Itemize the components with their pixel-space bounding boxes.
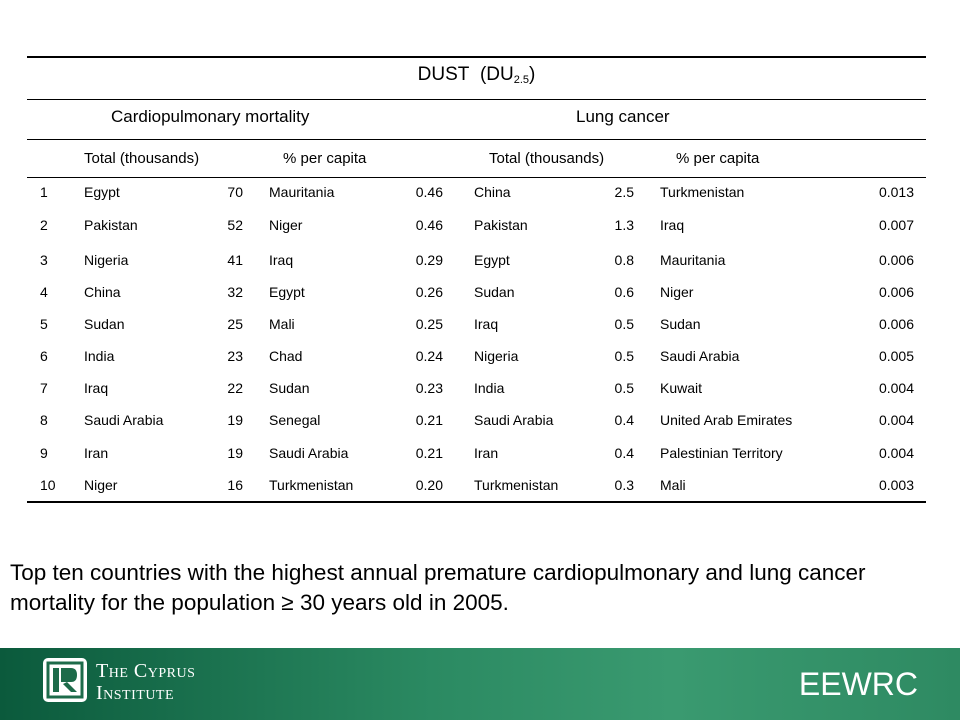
cp-per-capita-country-cell: Senegal — [269, 412, 321, 428]
lc-total-country-cell: Iran — [474, 445, 499, 461]
cp-total-value-cell: 16 — [227, 477, 243, 493]
cp-per-capita-country-cell: Sudan — [269, 380, 310, 396]
slide-caption: Top ten countries with the highest annual premature cardiopulmonary and lung cancer mortality for the population ≥ 30 years old in 2005. — [10, 560, 866, 615]
subheader-cp-total: Total (thousands) — [84, 150, 200, 167]
lc-total-value-cell: 0.3 — [614, 477, 634, 493]
cp-total-value-cell: 52 — [227, 217, 243, 233]
table-bottom-rule — [27, 501, 926, 503]
cp-per-capita-value-cell: 0.21 — [415, 445, 443, 461]
lc-total-country-cell: Egypt — [474, 252, 510, 268]
institute-name — [96, 660, 195, 704]
cp-per-capita-value-cell: 0.20 — [415, 477, 443, 493]
cyprus-institute-logo-icon — [43, 658, 87, 702]
lc-per-capita-value-cell: 0.006 — [878, 316, 914, 332]
rank-cell: 8 — [40, 412, 48, 428]
rank-cell: 5 — [40, 316, 48, 332]
institute-line-2: Institute — [96, 682, 175, 704]
cp-per-capita-country-cell: Niger — [269, 217, 303, 233]
table-top-rule — [27, 56, 926, 58]
cp-total-country-cell: Nigeria — [84, 252, 129, 268]
cp-total-value-cell: 32 — [227, 284, 243, 300]
subheader-lc-per-capita: % per capita — [676, 150, 760, 167]
cp-total-country-cell: Iraq — [84, 380, 109, 396]
group-cardiopulmonary: Cardiopulmonary mortality — [111, 107, 310, 126]
lc-per-capita-country-cell: Iraq — [660, 217, 685, 233]
lc-total-value-cell: 0.6 — [614, 284, 634, 300]
cp-per-capita-value-cell: 0.46 — [415, 217, 443, 233]
cp-per-capita-value-cell: 0.21 — [415, 412, 443, 428]
cp-total-country-cell: Saudi Arabia — [84, 412, 164, 428]
cp-total-country-cell: Pakistan — [84, 217, 138, 233]
cp-total-country-cell: Sudan — [84, 316, 125, 332]
cp-total-value-cell: 41 — [227, 252, 243, 268]
rank-cell: 4 — [40, 284, 48, 300]
rank-cell: 7 — [40, 380, 48, 396]
lc-per-capita-value-cell: 0.013 — [878, 184, 914, 200]
cp-per-capita-country-cell: Turkmenistan — [269, 477, 354, 493]
cp-total-country-cell: Egypt — [84, 184, 120, 200]
cp-per-capita-value-cell: 0.24 — [415, 348, 443, 364]
lc-per-capita-value-cell: 0.004 — [878, 445, 914, 461]
lc-total-country-cell: China — [474, 184, 511, 200]
lc-total-value-cell: 0.8 — [614, 252, 634, 268]
footer-band — [0, 648, 960, 720]
cp-total-value-cell: 19 — [227, 445, 243, 461]
cp-per-capita-value-cell: 0.26 — [415, 284, 443, 300]
lc-total-value-cell: 2.5 — [614, 184, 634, 200]
lc-per-capita-country-cell: Kuwait — [660, 380, 703, 396]
rank-cell: 1 — [40, 184, 48, 200]
cp-per-capita-country-cell: Saudi Arabia — [269, 445, 349, 461]
eewrc-brand: EEWRC — [798, 666, 918, 702]
lc-per-capita-value-cell: 0.007 — [878, 217, 914, 233]
lc-total-country-cell: Pakistan — [474, 217, 528, 233]
lc-per-capita-value-cell: 0.005 — [878, 348, 914, 364]
cp-total-country-cell: Iran — [84, 445, 109, 461]
lc-per-capita-country-cell: Niger — [660, 284, 694, 300]
rank-cell: 10 — [40, 477, 56, 493]
lc-total-value-cell: 0.5 — [614, 380, 634, 396]
cp-total-country-cell: India — [84, 348, 115, 364]
table-title-unit: (DU — [479, 64, 514, 85]
lc-per-capita-value-cell: 0.006 — [878, 252, 914, 268]
cp-per-capita-country-cell: Iraq — [269, 252, 294, 268]
lc-per-capita-country-cell: United Arab Emirates — [660, 412, 793, 428]
cp-per-capita-value-cell: 0.23 — [415, 380, 443, 396]
lc-total-value-cell: 1.3 — [614, 217, 634, 233]
lc-total-country-cell: Turkmenistan — [474, 477, 559, 493]
cp-per-capita-country-cell: Mauritania — [269, 184, 335, 200]
group-lung-cancer: Lung cancer — [576, 107, 670, 126]
lc-total-country-cell: India — [474, 380, 505, 396]
lc-total-country-cell: Iraq — [474, 316, 499, 332]
cp-total-value-cell: 23 — [227, 348, 243, 364]
cp-total-value-cell: 19 — [227, 412, 243, 428]
cp-total-value-cell: 25 — [227, 316, 243, 332]
lc-total-country-cell: Sudan — [474, 284, 515, 300]
cp-per-capita-value-cell: 0.46 — [415, 184, 443, 200]
cp-total-country-cell: Niger — [84, 477, 118, 493]
lc-per-capita-value-cell: 0.004 — [878, 380, 914, 396]
table-title — [27, 64, 926, 86]
table-title-unit-close: ) — [529, 64, 536, 85]
table-title-unit-sub: 2.5 — [513, 74, 530, 86]
title-rule — [27, 99, 926, 100]
institute-line-1: The Cyprus — [96, 660, 196, 682]
rank-cell: 6 — [40, 348, 48, 364]
lc-total-country-cell: Nigeria — [474, 348, 519, 364]
cp-per-capita-value-cell: 0.25 — [415, 316, 443, 332]
lc-per-capita-country-cell: Sudan — [660, 316, 701, 332]
lc-per-capita-country-cell: Mauritania — [660, 252, 726, 268]
cp-per-capita-country-cell: Chad — [269, 348, 303, 364]
cp-total-country-cell: China — [84, 284, 121, 300]
table-title-text: DUST — [417, 64, 470, 85]
lc-per-capita-value-cell: 0.004 — [878, 412, 914, 428]
lc-per-capita-value-cell: 0.006 — [878, 284, 914, 300]
cp-per-capita-country-cell: Egypt — [269, 284, 305, 300]
lc-per-capita-value-cell: 0.003 — [878, 477, 914, 493]
lc-total-country-cell: Saudi Arabia — [474, 412, 554, 428]
lc-total-value-cell: 0.5 — [614, 348, 634, 364]
cp-total-value-cell: 70 — [227, 184, 243, 200]
lc-per-capita-country-cell: Palestinian Territory — [660, 445, 783, 461]
group-rule — [27, 139, 926, 140]
subheader-lc-total: Total (thousands) — [489, 150, 605, 167]
cp-per-capita-country-cell: Mali — [269, 316, 295, 332]
rank-cell: 3 — [40, 252, 48, 268]
lc-total-value-cell: 0.4 — [614, 412, 634, 428]
cp-per-capita-value-cell: 0.29 — [415, 252, 443, 268]
lc-per-capita-country-cell: Saudi Arabia — [660, 348, 740, 364]
lc-per-capita-country-cell: Turkmenistan — [660, 184, 745, 200]
rank-cell: 9 — [40, 445, 48, 461]
rank-cell: 2 — [40, 217, 48, 233]
cp-total-value-cell: 22 — [227, 380, 243, 396]
lc-total-value-cell: 0.4 — [614, 445, 634, 461]
lc-per-capita-country-cell: Mali — [660, 477, 686, 493]
subheader-rule — [27, 177, 926, 178]
lc-total-value-cell: 0.5 — [614, 316, 634, 332]
subheader-cp-per-capita: % per capita — [283, 150, 367, 167]
